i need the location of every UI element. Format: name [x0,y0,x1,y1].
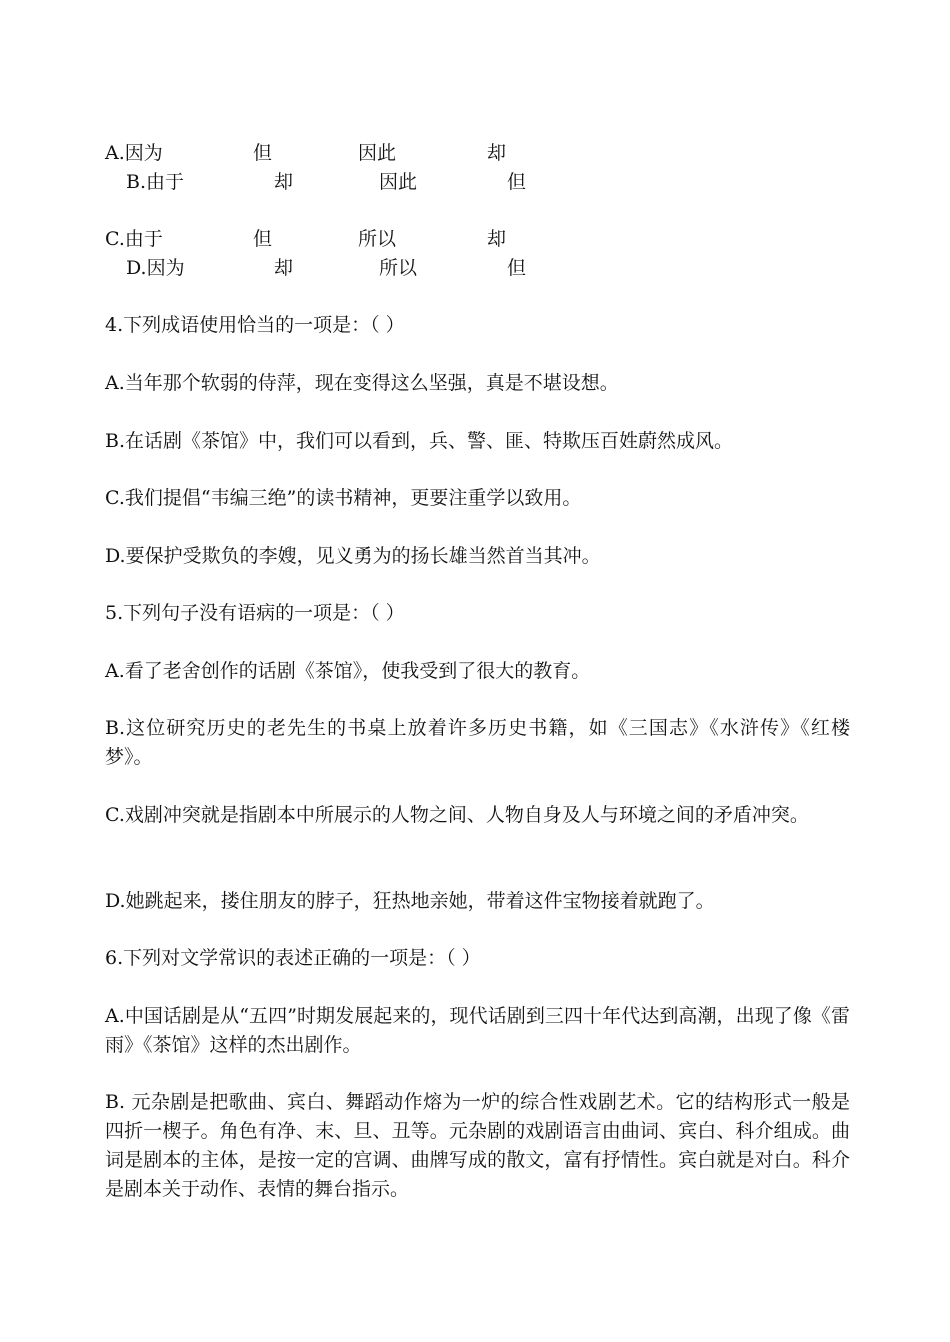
q5-option-a: A.看了老舍创作的话剧《茶馆》，使我受到了很大的教育。 [105,660,591,682]
q3-option-d-word-3: 所以 [379,257,418,279]
q5-stem: 5.下列句子没有语病的一项是：（ ） [105,602,405,624]
q3-option-a-label: A.因为 [105,142,163,164]
q3-option-b-word-3: 因此 [379,171,418,193]
q3-option-b-word-2: 却 [274,171,294,193]
q5-option-b: B.这位研究历史的老先生的书桌上放着许多历史书籍，如《三国志》《水浒传》《红楼梦》。 [105,717,850,768]
q3-option-a-word-3: 因此 [358,142,397,164]
q3-option-c-word-3: 所以 [358,228,397,250]
q6-option-a: A.中国话剧是从“五四”时期发展起来的，现代话剧到三四十年代达到高潮，出现了像《雷雨》《茶馆》这样的杰出剧作。 [105,1005,850,1056]
q5-option-d: D.她跳起来，搂住朋友的脖子，狂热地亲她，带着这件宝物接着就跑了。 [105,890,715,912]
q4-option-b: B.在话剧《茶馆》中，我们可以看到，兵、警、匪、特欺压百姓蔚然成风。 [105,430,734,452]
q4-option-c: C.我们提倡“韦编三绝”的读书精神，更要注重学以致用。 [105,487,582,509]
q3-option-b [0,169,950,195]
q4-option-d: D.要保护受欺负的李嫂，见义勇为的扬长雄当然首当其冲。 [105,545,601,567]
q3-option-c-word-2: 但 [253,228,273,250]
q3-option-d-label: D.因为 [126,257,185,279]
q3-option-d-word-4: 但 [507,257,527,279]
q4-stem: 4.下列成语使用恰当的一项是：（ ） [105,314,405,336]
q3-option-d [0,255,950,281]
q3-option-a-word-4: 却 [487,142,507,164]
q6-option-b: B. 元杂剧是把歌曲、宾白、舞蹈动作熔为一炉的综合性戏剧艺术。它的结构形式一般是四折一楔子。角色有净、末、旦、丑等。元杂剧的戏剧语言由曲词、宾白、科介组成。曲词是剧本的主体，是按一定的宫调、曲牌写成的散文，富有抒情性。宾白就是对白。科介是剧本关于动作、表情的舞台指示。 [105,1091,850,1200]
q6-stem: 6.下列对文学常识的表述正确的一项是：（ ） [105,947,481,969]
q3-option-a-word-2: 但 [253,142,273,164]
q5-option-c: C.戏剧冲突就是指剧本中所展示的人物之间、人物自身及人与环境之间的矛盾冲突。 [105,804,809,826]
q3-option-b-label: B.由于 [126,171,185,193]
q3-option-c-word-4: 却 [487,228,507,250]
q3-option-b-word-4: 但 [507,171,527,193]
q3-option-c [0,226,950,252]
q3-option-a [0,140,950,166]
q4-option-a: A.当年那个软弱的侍萍，现在变得这么坚强，真是不堪设想。 [105,372,619,394]
q3-option-c-label: C.由于 [105,228,163,250]
q3-option-d-word-2: 却 [274,257,294,279]
